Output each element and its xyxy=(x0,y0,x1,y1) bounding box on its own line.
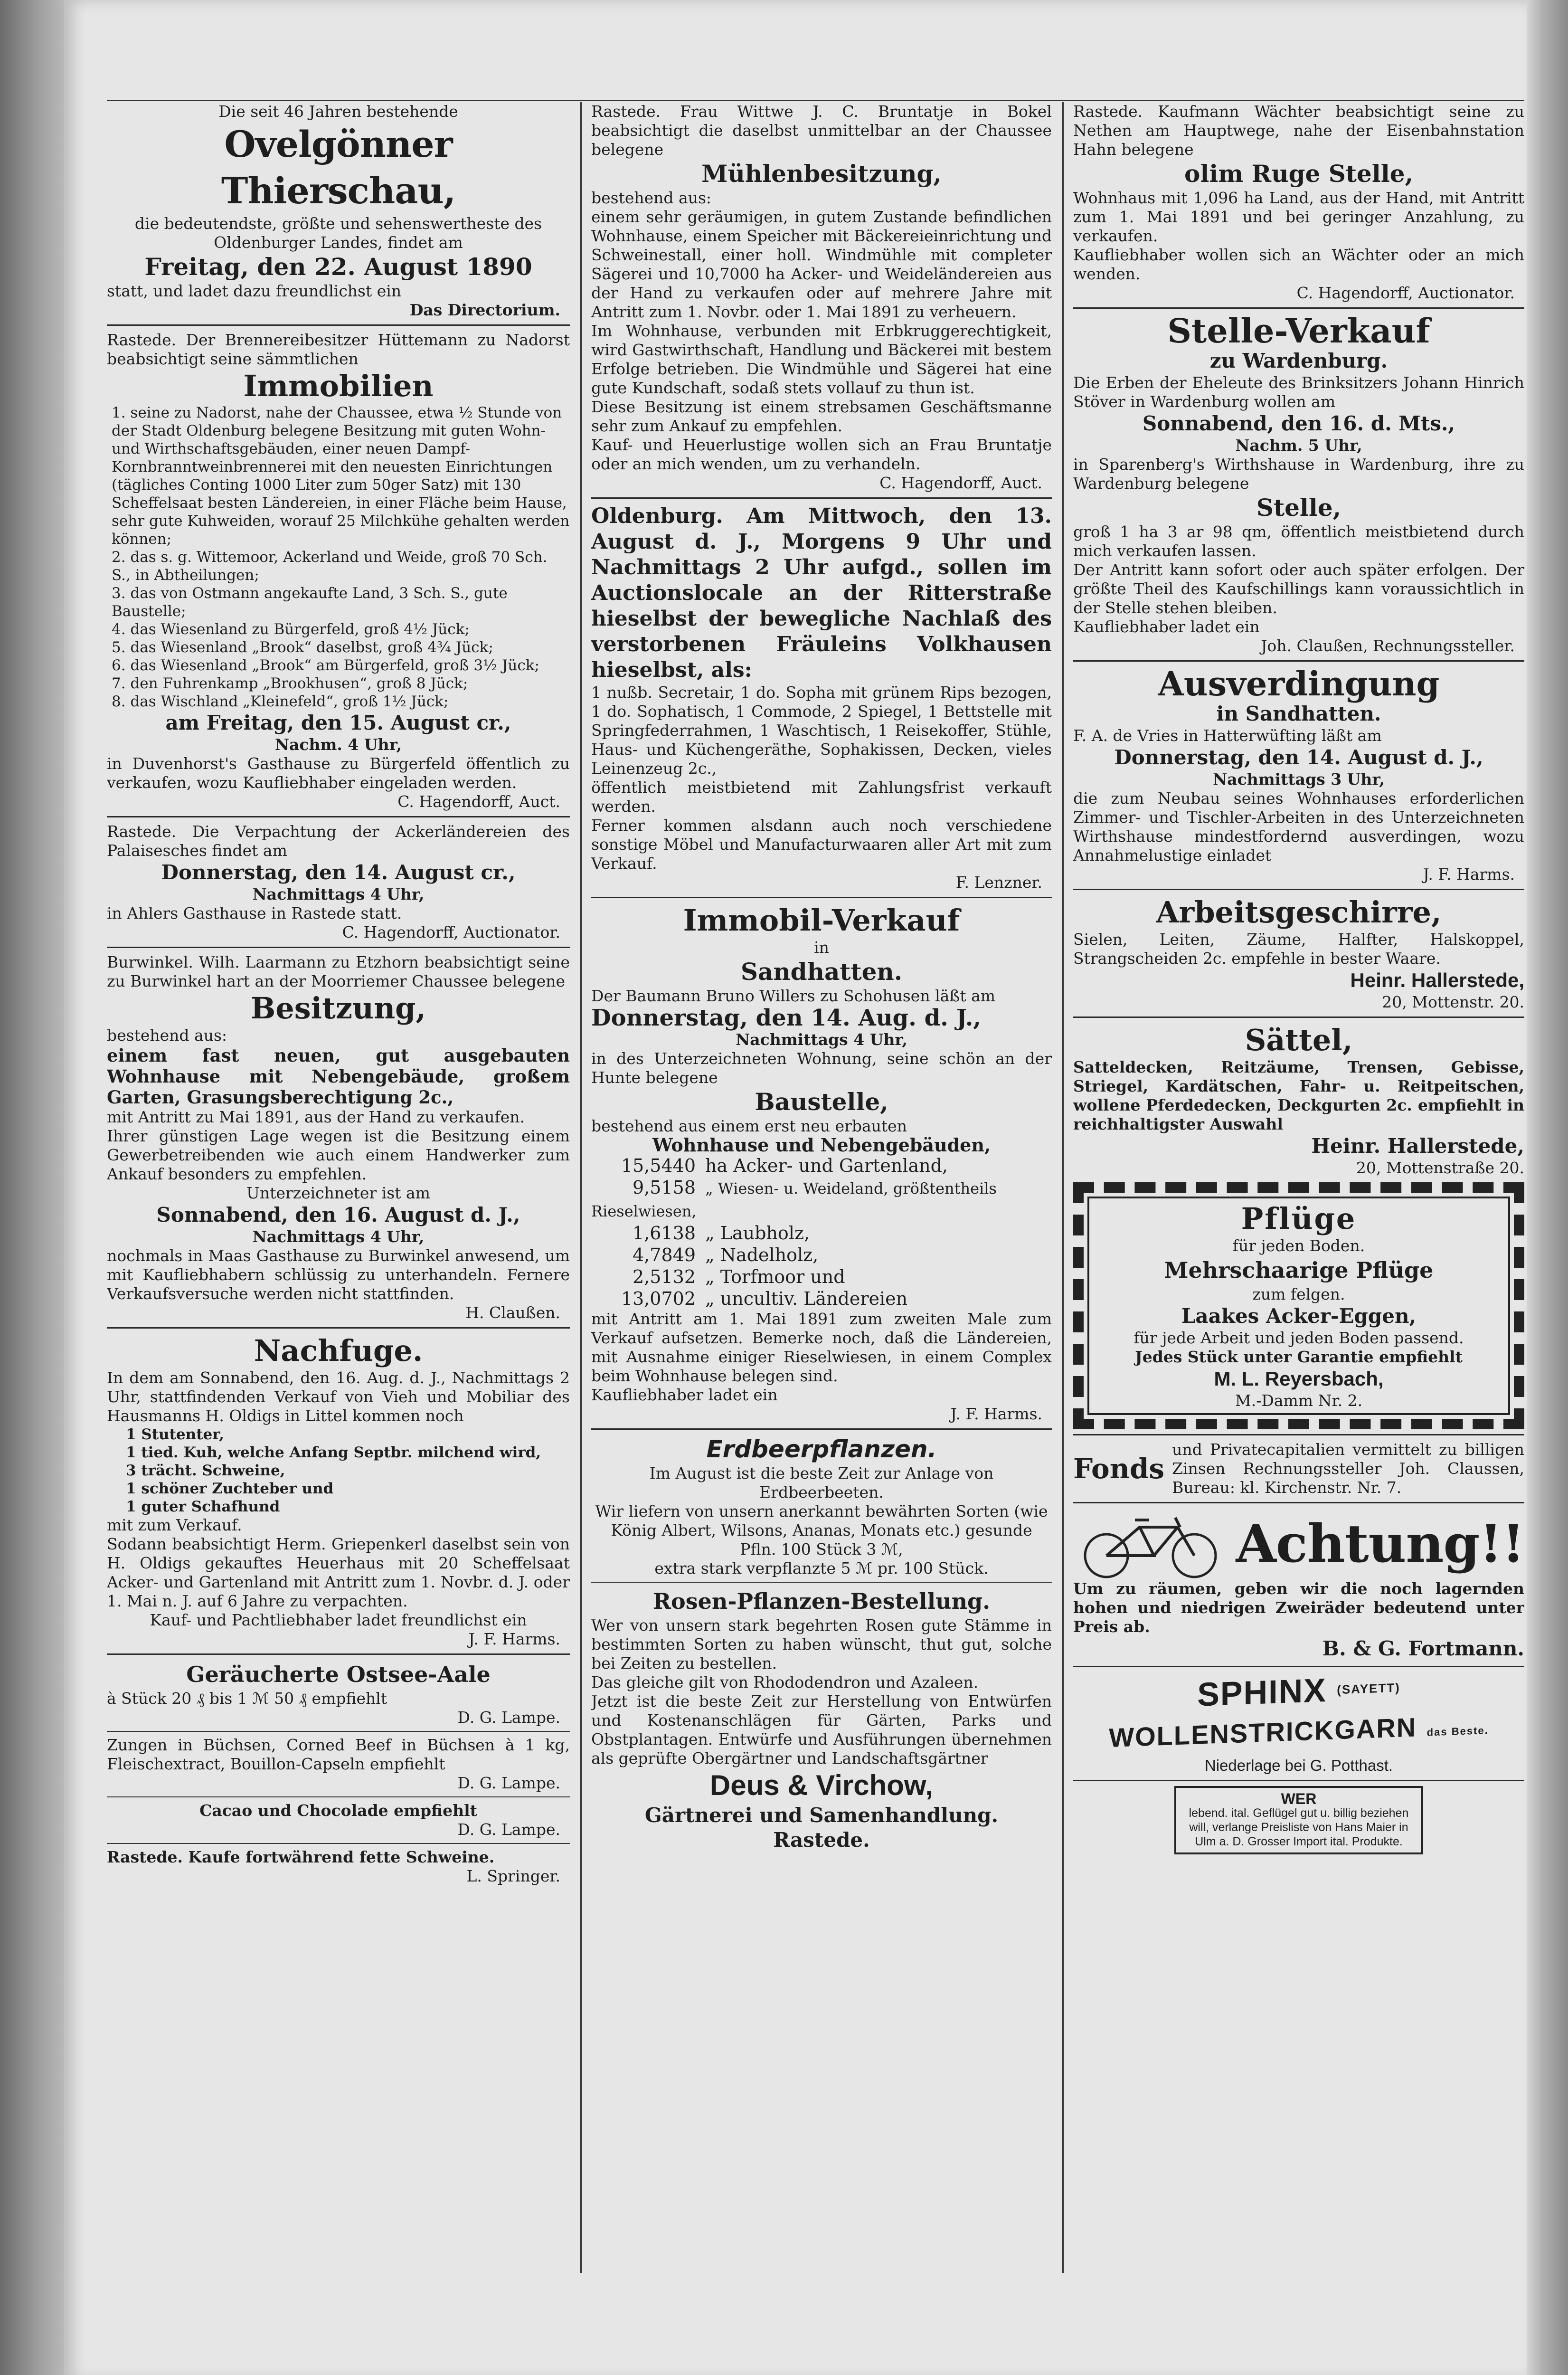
ad-text: nochmals in Maas Gasthause zu Burwinkel anwesend, um mit Kaufliebhabern schlüssig zu unterhandeln. Fernere Verkaufsversuche werden nicht stattfinden. xyxy=(107,1246,570,1303)
divider xyxy=(107,816,570,817)
ad-text-bold: Oldenburg. Am Mittwoch, den 13. August d. J., Morgens 9 Uhr und Nachmittags 2 Uhr aufgd., sollen im Auctionslocale an der Ritterstraße hieselbst der bewegliche Nachlaß des verstorbenen Fräuleins Volkhausen hieselbst, als: xyxy=(591,504,1052,682)
firm-address: 20, Mottenstr. 20. xyxy=(1382,993,1524,1011)
ad-nachfuge xyxy=(107,1333,570,1649)
ad-title: Immobilien xyxy=(243,369,434,403)
ad-text: Diese Besitzung ist einem strebsamen Geschäftsmanne sehr zum Ankauf zu empfehlen. xyxy=(591,398,1052,435)
ad-text: Sodann beabsichtigt Herm. Griepenkerl daselbst sein von H. Oldigs gekauftes Heuerhaus mit 20 Scheffelsaat Acker- und Gartenland mit Antritt zum 1. Novbr. d. J. oder 1. Mai n. J. auf 6 Jahre zu verpachten. xyxy=(107,1535,570,1610)
ad-date: Sonnabend, den 16. August d. J., xyxy=(156,1203,520,1226)
ad-signature: F. Lenzner. xyxy=(955,873,1042,892)
ad-sphinx xyxy=(1073,1672,1524,1775)
ad-konserven xyxy=(107,1736,570,1793)
table-row xyxy=(591,1177,1052,1222)
ad-text: 1 nußb. Secretair, 1 do. Sopha mit grünem Rips bezogen, 1 do. Sophatisch, 1 Commode, 2 Spiegel, 1 Bettstelle mit Springfederrahmen, 1 Waschtisch, 1 Reisekoffer, Stühle, Haus- und Küchengeräthe, Sophakissen, Decken, vieles Leinenzeug 2c., xyxy=(591,683,1052,778)
ad-text: die zum Neubau seines Wohnhauses erforderlichen Zimmer- und Tischler-Arbeiten in des Unterzeichneten Wirthshause mindestfordernd ausverdingen, wozu Annahmelustige einladet xyxy=(1073,789,1524,864)
ad-text: bestehend aus: xyxy=(107,1026,227,1045)
ad-title: Rosen-Pflanzen-Bestellung. xyxy=(652,1588,991,1614)
list-item: 1. seine zu Nadorst, nahe der Chaussee, etwa ½ Stunde von der Stadt Oldenburg belegene Besitzung mit guten Wohn- und Wirthschaftsgebäuden, einer neuen Dampf-Kornbranntweinbrennerei mit den neuesten Einrichtungen (tägliches Conting 1000 Liter zum 50ger Satz) mit 130 Scheffelsaat besten Ländereien, in einer Fläche beim Hause, sehr gute Kuhweiden, worauf 25 Milchkühe gehalten werden können; xyxy=(112,404,570,548)
ad-subtitle: Baustelle, xyxy=(755,1088,888,1116)
ad-immobilien xyxy=(107,331,570,811)
ad-signature: H. Claußen. xyxy=(465,1303,560,1322)
ad-text: Wir liefern von unsern anerkannt bewährten Sorten (wie König Albert, Wilsons, Ananas, Monats etc.) gesunde Pfln. 100 Stück 3 ℳ, xyxy=(595,1502,1048,1558)
divider xyxy=(1073,1780,1524,1781)
area-label: „ Laubholz, xyxy=(705,1223,810,1244)
list-item: 3 trächt. Schweine, xyxy=(126,1462,285,1479)
list-item: 1 Stutenter, xyxy=(126,1426,225,1443)
ad-verpachtung xyxy=(107,822,570,942)
column-right xyxy=(1073,102,1524,2273)
book-binding-edge xyxy=(0,0,64,2375)
ad-signature: D. G. Lampe. xyxy=(457,1774,560,1792)
list-item: 6. das Wiesenland „Brook“ am Bürgerfeld, groß 3½ Jück; xyxy=(112,657,539,674)
ad-text: mit Antritt am 1. Mai 1891 zum zweiten Male zum Verkauf aufsetzen. Bemerke noch, daß die Ländereien, mit Ausnahme einiger Rieselwiesen, in einem Complex beim Wohnhause belegen sind. xyxy=(591,1310,1052,1385)
ad-title: olim Ruge Stelle, xyxy=(1184,160,1413,188)
ad-signature: Das Directorium. xyxy=(409,301,560,319)
list-item: 4. das Wiesenland zu Bürgerfeld, groß 4½ Jück; xyxy=(112,621,470,638)
ad-besitzung xyxy=(107,953,570,1322)
ad-lead: Rastede. Die Verpachtung der Ackerländereien des Palaisesches findet am xyxy=(107,822,570,860)
ad-text: Niederlage bei G. Potthast. xyxy=(1204,1757,1393,1774)
ad-title: Sättel, xyxy=(1245,1023,1353,1057)
ad-signature: C. Hagendorff, Auctionator. xyxy=(1296,284,1515,302)
ad-title: Stelle-Verkauf xyxy=(1167,311,1430,351)
divider xyxy=(107,1327,570,1329)
ad-signature: J. F. Harms. xyxy=(950,1405,1042,1423)
ad-text: lebend. ital. Geflügel gut u. billig beziehen will, verlange Preisliste von Hans Maier in Ulm a. D. Grosser Import ital. Produkte. xyxy=(1189,1806,1409,1848)
ad-text-bold: Um zu räumen, geben wir die noch lagernden hohen und niedrigen Zweiräder bedeutend unter Preis ab. xyxy=(1073,1579,1524,1636)
ad-signature: C. Hagendorff, Auctionator. xyxy=(342,923,560,941)
ad-time: Nachm. 5 Uhr, xyxy=(1235,436,1362,455)
ad-arbeitsgeschirre xyxy=(1073,895,1524,1012)
ad-text: Unterzeichneter ist am xyxy=(246,1184,430,1202)
ad-text: Kaufliebhaber wollen sich an Wächter oder an mich wenden. xyxy=(1073,246,1524,283)
ad-thierschau xyxy=(107,102,570,320)
divider xyxy=(1073,889,1524,890)
divider xyxy=(1073,307,1524,309)
ad-subtitle: Stelle, xyxy=(1256,494,1341,522)
table-row xyxy=(591,1266,1052,1288)
area-label: „ Wiesen- u. Weideland, größtentheils Rieselwiesen, xyxy=(591,1179,997,1220)
intro-text: Die seit 46 Jahren bestehende xyxy=(218,102,458,121)
ad-title: Immobil-Verkauf xyxy=(683,903,960,938)
ad-title: Pflüge xyxy=(1241,1201,1357,1236)
area-value: 9,5158 xyxy=(633,1177,696,1198)
ad-text: Wohnhaus mit 1,096 ha Land, aus der Hand, mit Antritt zum 1. Mai 1891 und bei geringer Anzahlung, zu verkaufen. xyxy=(1073,189,1524,245)
ad-date: am Freitag, den 15. August cr., xyxy=(165,711,511,734)
ad-ostsee-aale xyxy=(107,1660,570,1727)
ad-title: Achtung!! xyxy=(1236,1513,1524,1574)
ad-title: Besitzung, xyxy=(250,991,426,1026)
firm-place: Rastede. xyxy=(773,1828,870,1852)
divider xyxy=(107,324,570,326)
ad-text: Die Erben der Eheleute des Brinksitzers Johann Hinrich Stöver in Wardenburg wollen am xyxy=(1073,373,1524,411)
ad-text: Im August ist die beste Zeit zur Anlage von Erdbeerbeeten. xyxy=(649,1464,994,1501)
area-value: 2,5132 xyxy=(633,1266,696,1287)
ad-text: Kaufliebhaber ladet ein xyxy=(591,1386,778,1404)
divider xyxy=(1073,660,1524,662)
ad-wer-box xyxy=(1174,1786,1423,1854)
divider xyxy=(591,497,1052,499)
ad-time: Nachmittags 4 Uhr, xyxy=(252,1227,425,1246)
ad-text-bold: Satteldecken, Reitzäume, Trensen, Gebisse, Striegel, Kardätschen, Fahr- u. Reitpeitschen, wollene Pferdedecken, Deckgurten 2c. empfiehlt in reichhaltigster Auswahl xyxy=(1073,1058,1524,1133)
brand-name: SPHINX xyxy=(1197,1671,1327,1713)
ad-date: Donnerstag, den 14. Aug. d. J., xyxy=(591,1005,981,1031)
ad-text: Ihrer günstigen Lage wegen ist die Besitzung einem Gewerbetreibenden wie auch einem Handwerker zum Ankauf besonders zu empfehlen. xyxy=(107,1127,570,1183)
ad-cacao xyxy=(107,1801,570,1839)
ad-lead: Burwinkel. Wilh. Laarmann zu Etzhorn beabsichtigt seine zu Burwinkel hart an der Moorriemer Chaussee belegene xyxy=(107,953,570,990)
ad-time: Nachmittags 4 Uhr, xyxy=(252,885,425,903)
ad-title: Nachfuge. xyxy=(254,1333,423,1368)
ad-date: Donnerstag, den 14. August cr., xyxy=(161,861,516,884)
area-value: 1,6138 xyxy=(633,1223,696,1244)
ad-title: Erdbeerpflanzen. xyxy=(706,1435,937,1463)
ad-text-bold: einem fast neuen, gut ausgebauten Wohnhause mit Nebengebäude, großem Garten, Grasungsberechtigung 2c., xyxy=(107,1045,570,1108)
list-item: 1 tied. Kuh, welche Anfang Septbr. milchend wird, xyxy=(126,1444,541,1461)
table-row xyxy=(591,1155,1052,1177)
ad-lead: Rastede. Kaufmann Wächter beabsichtigt seine zu Nethen am Hauptwege, nahe der Eisenbahnstation Hahn belegene xyxy=(1073,102,1524,159)
divider xyxy=(591,1582,1052,1583)
next-page-edge xyxy=(1525,0,1568,2375)
ad-signature: C. Hagendorff, Auct. xyxy=(397,792,560,811)
table-row xyxy=(591,1244,1052,1266)
ad-text: Rastede. Kaufe fortwährend fette Schweine. xyxy=(107,1848,495,1866)
divider xyxy=(107,1653,570,1655)
column-rule xyxy=(580,102,582,2273)
ad-text: F. A. de Vries in Hatterwüfting läßt am xyxy=(1073,726,1382,745)
ad-text-bold: Wohnhause und Nebengebäuden, xyxy=(652,1134,991,1156)
ad-text: die bedeutendste, größte und sehenswertheste des Oldenburger Landes, findet am xyxy=(134,214,542,252)
ad-pfluege-bordered xyxy=(1073,1182,1524,1429)
ad-signature: D. G. Lampe. xyxy=(457,1820,560,1839)
column-middle xyxy=(591,102,1052,2273)
ad-achtung xyxy=(1073,1508,1524,1661)
divider xyxy=(107,1731,570,1732)
area-label: „ Torfmoor und xyxy=(705,1266,845,1287)
ad-schweine xyxy=(107,1848,570,1886)
ad-title: Ausverdingung xyxy=(1158,664,1440,703)
list-item: 1 guter Schafhund xyxy=(126,1498,280,1515)
ad-text: und Privatecapitalien vermittelt zu billigen Zinsen Rechnungssteller Joh. Claussen, Bureau: kl. Kirchenstr. Nr. 7. xyxy=(1172,1440,1524,1497)
ad-text: in Duvenhorst's Gasthause zu Bürgerfeld öffentlich zu verkaufen, wozu Kaufliebhaber eingeladen werden. xyxy=(107,754,570,792)
ad-text: Sielen, Leiten, Zäume, Halfter, Halskoppel, Strangscheiden 2c. empfehle in bester Waare. xyxy=(1073,930,1524,968)
ad-time: Nachmittags 3 Uhr, xyxy=(1213,770,1385,788)
ad-title: Arbeitsgeschirre, xyxy=(1156,895,1442,930)
brand-slogan: das Beste. xyxy=(1426,1724,1489,1738)
ad-title: Fonds xyxy=(1073,1453,1165,1485)
ad-place: in Sandhatten. xyxy=(1216,702,1381,725)
ad-lead: Rastede. Der Brennereibesitzer Hüttemann zu Nadorst beabsichtigt seine sämmtlichen xyxy=(107,331,570,368)
area-value: 13,0702 xyxy=(621,1288,696,1309)
area-value: 15,5440 xyxy=(621,1155,696,1176)
firm-subtitle: Gärtnerei und Samenhandlung. xyxy=(644,1804,999,1827)
table-row xyxy=(591,1288,1052,1310)
divider xyxy=(107,1796,570,1797)
brand-maker: (SAYETT) xyxy=(1337,1680,1400,1697)
item-list xyxy=(107,404,570,711)
ad-text: mit Antritt zu Mai 1891, aus der Hand zu verkaufen. xyxy=(107,1108,525,1126)
ad-text: statt, und ladet dazu freundlichst ein xyxy=(107,282,402,300)
ad-text: einem sehr geräumigen, in gutem Zustande befindlichen Wohnhause, einem Speicher mit Bäckereieinrichtung und Schweinestall, einer holl. Windmühle mit completer Sägerei und 10,7000 ha Acker- und Weideländereien aus der Hand zu verkaufen oder auf mehrere Jahre mit Antritt zum 1. Novbr. oder 1. Mai 1891 zu verheuern. xyxy=(591,208,1052,321)
ad-ruge-stelle xyxy=(1073,102,1524,303)
list-item: 3. das von Ostmann angekaufte Land, 3 Sch. S., gute Baustelle; xyxy=(112,585,508,620)
ad-nachlass-auction xyxy=(591,504,1052,892)
ad-text: in xyxy=(814,938,829,957)
table-row xyxy=(591,1222,1052,1244)
ad-text: mit zum Verkauf. xyxy=(107,1516,242,1534)
ad-date: Sonnabend, den 16. d. Mts., xyxy=(1142,412,1455,435)
ad-signature: J. F. Harms. xyxy=(468,1630,560,1648)
ad-date: Freitag, den 22. August 1890 xyxy=(144,253,532,281)
divider xyxy=(107,1843,570,1844)
ad-text: extra stark verpflanzte 5 ℳ pr. 100 Stück. xyxy=(654,1559,989,1577)
ad-text: groß 1 ha 3 ar 98 qm, öffentlich meistbietend durch mich verkaufen lassen. xyxy=(1073,522,1524,560)
ad-text: in Sparenberg's Wirthshause in Wardenburg, ihre zu Wardenburg belegene xyxy=(1073,455,1524,493)
divider xyxy=(107,947,570,948)
ad-place: Sandhatten. xyxy=(740,958,903,986)
firm-name: M. L. Reyersbach, xyxy=(1214,1368,1384,1390)
ad-immobil-verkauf xyxy=(591,903,1052,1424)
area-value: 4,7849 xyxy=(633,1244,696,1265)
sphinx-logo xyxy=(1073,1664,1524,1764)
ad-stelle-verkauf xyxy=(1073,311,1524,656)
ad-title: WER xyxy=(1281,1790,1317,1807)
ad-subtitle: Mehrschaarige Pflüge xyxy=(1164,1257,1434,1283)
ad-text: Jetzt ist die beste Zeit zur Herstellung von Entwürfen und Kostenanschlägen für Gärten, Parks und Obstplantagen. Entwürfe und Ausführungen übernehmen als geprüfte Obergärtner und Landschaftsgärtner xyxy=(591,1692,1052,1767)
column-left xyxy=(107,102,570,2273)
ad-title: Geräucherte Ostsee-Aale xyxy=(186,1662,491,1687)
ad-ausverdingung xyxy=(1073,666,1524,884)
column-rule xyxy=(1062,102,1064,2273)
ad-signature: C. Hagendorff, Auct. xyxy=(879,474,1042,492)
ad-text: Ferner kommen alsdann auch noch verschiedene sonstige Möbel und Manufacturwaaren aller Art mit zum Verkauf. xyxy=(591,816,1052,873)
ad-signature: L. Springer. xyxy=(466,1867,560,1885)
firm-name: Deus & Virchow, xyxy=(709,1769,934,1801)
area-label: „ Nadelholz, xyxy=(705,1244,819,1265)
top-rule xyxy=(107,100,1524,101)
ad-text: Das gleiche gilt von Rhododendron und Azaleen. xyxy=(591,1673,979,1691)
item-list xyxy=(107,1425,570,1516)
ad-text: für jeden Boden. xyxy=(1232,1236,1365,1255)
ad-text: Cacao und Chocolade empfiehlt xyxy=(199,1801,477,1820)
firm-address: M.-Damm Nr. 2. xyxy=(1235,1391,1363,1410)
ad-text: Im Wohnhause, verbunden mit Erbkruggerechtigkeit, wird Gastwirthschaft, Handlung und Bäckerei mit bestem Erfolge betrieben. Die Windmühle und Sägerei hat eine gute Kundschaft, sodaß stets vollauf zu thun ist. xyxy=(591,322,1052,397)
list-item: 2. das s. g. Wittemoor, Ackerland und Weide, groß 70 Sch. S., in Abtheilungen; xyxy=(112,549,548,584)
bicycle-icon xyxy=(1073,1508,1230,1579)
ad-subtitle: Laakes Acker-Eggen, xyxy=(1181,1304,1417,1328)
list-item: 8. das Wischland „Kleinefeld“, groß 1½ Jück; xyxy=(112,693,449,710)
ad-erdbeerpflanzen xyxy=(591,1434,1052,1578)
ad-text: Kauf- und Pachtliebhaber ladet freundlichst ein xyxy=(150,1611,527,1629)
list-item: 7. den Fuhrenkamp „Brookhusen“, groß 8 Jück; xyxy=(112,675,468,692)
ad-text: für jede Arbeit und jeden Boden passend. xyxy=(1133,1329,1464,1347)
ad-saettel xyxy=(1073,1023,1524,1178)
ad-text: Der Antritt kann sofort oder auch später erfolgen. Der größte Theil des Kaufschillings kann voraussichtlich in der Stelle stehen bleiben. xyxy=(1073,560,1524,617)
ad-text: Kauf- und Heuerlustige wollen sich an Frau Bruntatje oder an mich wenden, um zu verhandeln. xyxy=(591,436,1052,473)
divider xyxy=(591,897,1052,898)
ad-text: bestehend aus: xyxy=(591,189,712,207)
ad-text: in Ahlers Gasthause in Rastede statt. xyxy=(107,904,402,922)
ad-time: Nachm. 4 Uhr, xyxy=(274,735,402,754)
ad-text: Zungen in Büchsen, Corned Beef in Büchsen à 1 kg, Fleischextract, Bouillon-Capseln empfiehlt xyxy=(107,1736,570,1773)
list-item: 1 schöner Zuchteber und xyxy=(126,1480,334,1497)
ad-date: Donnerstag, den 14. August d. J., xyxy=(1114,746,1483,769)
ad-text: zum felgen. xyxy=(1252,1285,1345,1303)
land-table xyxy=(591,1155,1052,1310)
ad-lead: Rastede. Frau Wittwe J. C. Bruntatje in Bokel beabsichtigt die daselbst unmittelbar an der Chaussee belegene xyxy=(591,102,1052,159)
divider xyxy=(1073,1016,1524,1018)
brand-product: WOLLENSTRICKGARN xyxy=(1109,1712,1417,1753)
area-label: ha Acker- und Gartenland, xyxy=(705,1155,948,1176)
divider xyxy=(1073,1434,1524,1435)
ad-title: Ovelgönner Thierschau, xyxy=(221,123,456,212)
ad-text: bestehend aus einem erst neu erbauten xyxy=(591,1117,907,1135)
ad-text-bold: Jedes Stück unter Garantie empfiehlt xyxy=(1135,1348,1463,1366)
ad-title: Mühlenbesitzung, xyxy=(701,160,942,188)
ad-place: zu Wardenburg. xyxy=(1209,349,1388,372)
ad-signature: J. F. Harms. xyxy=(1423,865,1515,884)
ad-fonds xyxy=(1073,1440,1524,1497)
ad-text: Der Baumann Bruno Willers zu Schohusen läßt am xyxy=(591,987,996,1005)
divider xyxy=(1073,1502,1524,1503)
ad-muehlenbesitzung xyxy=(591,102,1052,493)
ad-signature: D. G. Lampe. xyxy=(457,1708,560,1727)
area-label: „ uncultiv. Ländereien xyxy=(705,1288,908,1309)
firm-name: Heinr. Hallerstede, xyxy=(1350,969,1524,991)
ad-text: Wer von unsern stark begehrten Rosen gute Stämme in bestimmten Sorten zu haben wünscht, thut gut, solche bei Zeiten zu bestellen. xyxy=(591,1616,1052,1672)
firm-address: 20, Mottenstraße 20. xyxy=(1356,1159,1524,1177)
ad-rosen xyxy=(591,1586,1052,1852)
list-item: 5. das Wiesenland „Brook“ daselbst, groß 4¾ Jück; xyxy=(112,639,493,656)
ad-text: Kaufliebhaber ladet ein xyxy=(1073,618,1260,636)
firm-name: B. & G. Fortmann. xyxy=(1322,1637,1524,1660)
ad-signature: Joh. Claußen, Rechnungssteller. xyxy=(1261,636,1515,655)
firm-name: Heinr. Hallerstede, xyxy=(1311,1134,1524,1158)
ad-text: à Stück 20 ₰ bis 1 ℳ 50 ₰ empfiehlt xyxy=(107,1689,387,1708)
ad-text: In dem am Sonnabend, den 16. Aug. d. J., Nachmittags 2 Uhr, stattfindenden Verkauf von Vieh und Mobiliar des Hausmanns H. Oldigs in Littel kommen noch xyxy=(107,1368,570,1425)
ad-time: Nachmittags 4 Uhr, xyxy=(736,1030,907,1049)
ad-text: öffentlich meistbietend mit Zahlungsfrist verkauft werden. xyxy=(591,778,1052,816)
divider xyxy=(591,1428,1052,1430)
ad-text: in des Unterzeichneten Wohnung, seine schön an der Hunte belegene xyxy=(591,1049,1052,1087)
